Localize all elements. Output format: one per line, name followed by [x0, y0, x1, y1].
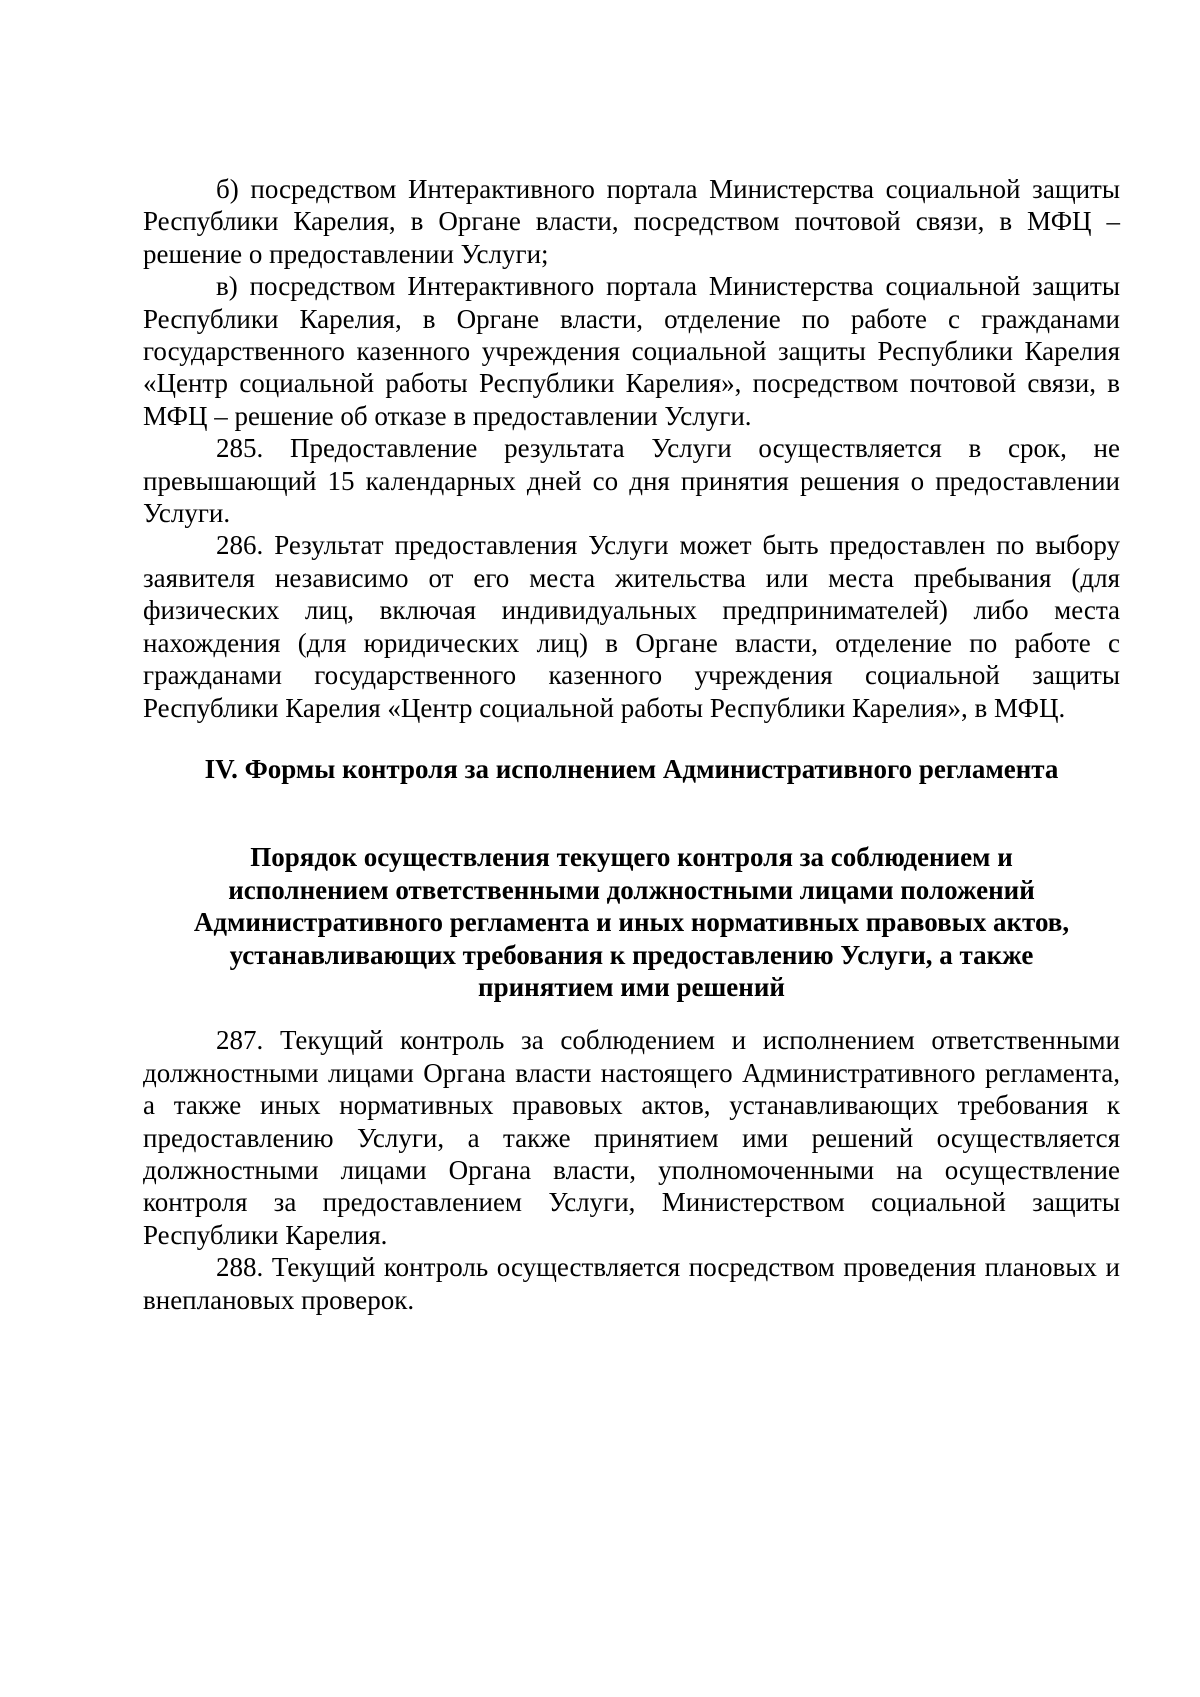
paragraph-287: 287. Текущий контроль за соблюдением и исполнением ответственными должностными лицами Органа власти настоящего Административного регламента, а также иных нормативных правовых актов, устанавливающих требования к предоставлению Услуги, а также принятием ими решений осуществляется должностными лицами Органа власти, уполномоченными на осуществление контроля за предоставлением Услуги, Министерством социальной защиты Республики Карелия. [143, 1025, 1120, 1250]
paragraph-286: 286. Результат предоставления Услуги может быть предоставлен по выбору заявителя независимо от его места жительства или места пребывания (для физических лиц, включая индивидуальных предпринимателей) либо места нахождения (для юридических лиц) в Органе власти, отделение по работе с гражданами государственного казенного учреждения социальной защиты Республики Карелия «Центр социальной работы Республики Карелия», в МФЦ. [143, 530, 1120, 723]
subsection-title-line: Административного регламента и иных нормативных правовых актов, [193, 907, 1070, 938]
subsection-title [143, 841, 1120, 1003]
subsection-title-line: исполнением ответственными должностными лицами положений [228, 874, 1035, 905]
paragraph-288: 288. Текущий контроль осуществляется посредством проведения плановых и внеплановых проверок. [143, 1252, 1120, 1315]
paragraph-v: в) посредством Интерактивного портала Министерства социальной защиты Республики Карелия, в Органе власти, отделение по работе с гражданами государственного казенного учреждения социальной защиты Республики Карелия «Центр социальной работы Республики Карелия», посредством почтовой связи, в МФЦ – решение об отказе в предоставлении Услуги. [143, 271, 1120, 431]
document-page [143, 173, 1120, 1316]
paragraph-285: 285. Предоставление результата Услуги осуществляется в срок, не превышающий 15 календарных дней со дня принятия решения о предоставлении Услуги. [143, 433, 1120, 529]
subsection-title-line: устанавливающих требования к предоставлению Услуги, а также [229, 939, 1034, 970]
section-title: IV. Формы контроля за исполнением Административного регламента [204, 753, 1059, 784]
subsection-title-line: принятием ими решений [478, 971, 785, 1002]
subsection-title-line: Порядок осуществления текущего контроля за соблюдением и [250, 842, 1013, 873]
paragraph-b: б) посредством Интерактивного портала Министерства социальной защиты Республики Карелия, в Органе власти, посредством почтовой связи, в МФЦ – решение о предоставлении Услуги; [143, 174, 1120, 269]
